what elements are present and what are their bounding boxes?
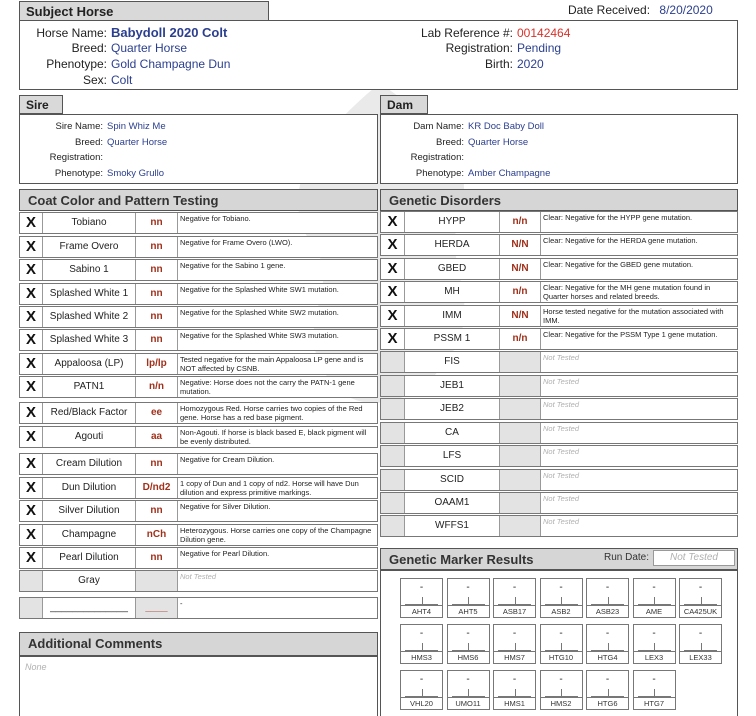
marker-allele-bar — [545, 643, 578, 651]
marker-name: UMO11 — [448, 697, 489, 709]
disorder-test-row — [380, 351, 738, 373]
marker-name: LEX3 — [634, 651, 675, 663]
test-result: ____ — [136, 598, 178, 618]
test-description: Not Tested — [543, 377, 579, 386]
comments-text: None — [25, 662, 47, 672]
marker-allele-bar — [498, 643, 531, 651]
test-name: OAAM1 — [405, 493, 500, 513]
disorder-test-row — [380, 445, 738, 467]
test-mark: X — [381, 329, 405, 349]
marker-value: - — [652, 628, 656, 639]
dam-registration-label: Registration: — [410, 152, 464, 163]
marker-allele-bar — [545, 689, 578, 697]
test-description: Negative for the Splashed White SW3 mutation. — [180, 331, 339, 340]
marker-name: VHL20 — [401, 697, 442, 709]
test-name: Red/Black Factor — [43, 403, 136, 423]
marker-name: LEX33 — [680, 651, 721, 663]
test-mark: X — [20, 403, 43, 423]
marker-allele-bar — [405, 689, 438, 697]
coat-test-row — [19, 500, 378, 522]
test-name: WFFS1 — [405, 516, 500, 536]
marker-name: HTG10 — [541, 651, 582, 663]
run-date-value: Not Tested — [653, 550, 735, 566]
marker-value: - — [419, 628, 424, 639]
test-result — [500, 376, 541, 396]
test-result: n/n — [500, 212, 541, 232]
disorder-test-row — [380, 398, 738, 420]
test-result — [500, 446, 541, 466]
test-mark: X — [20, 330, 43, 350]
genetic-marker-cell — [400, 578, 443, 618]
genetic-marker-cell — [586, 578, 629, 618]
test-description: Not Tested — [543, 517, 579, 526]
marker-name: HMS3 — [401, 651, 442, 663]
disorder-test-row — [380, 211, 738, 233]
test-result: nn — [136, 213, 178, 233]
test-mark: X — [20, 454, 43, 474]
marker-allele-bar — [591, 689, 624, 697]
test-result: n/n — [500, 329, 541, 349]
test-description: Negative for Cream Dilution. — [180, 455, 275, 464]
marker-name: ASB17 — [494, 605, 535, 617]
genetic-marker-cell — [447, 670, 490, 710]
test-mark: X — [381, 259, 405, 279]
test-description: Homozygous Red. Horse carries two copies of the Red gene. Horse has a red base pigment. — [180, 404, 363, 422]
marker-allele-bar — [498, 597, 531, 605]
horse-name-value: Babydoll 2020 Colt — [111, 25, 228, 40]
lab-reference-value: 00142464 — [517, 26, 571, 40]
marker-value: - — [512, 582, 517, 593]
phenotype-label: Phenotype: — [46, 57, 107, 71]
genetic-marker-cell — [586, 624, 629, 664]
test-description: 1 copy of Dun and 1 copy of nd2. Horse will have Dun dilution and express primitive markings. — [180, 479, 359, 497]
registration-label: Registration: — [445, 41, 513, 55]
test-name: Tobiano — [43, 213, 136, 233]
test-mark — [381, 376, 405, 396]
marker-allele-bar — [405, 597, 438, 605]
test-result: lp/lp — [136, 354, 178, 374]
test-description: Clear: Negative for the GBED gene mutation. — [543, 260, 694, 269]
test-name: HYPP — [405, 212, 500, 232]
marker-allele-bar — [591, 597, 624, 605]
test-description: Horse tested negative for the mutation associated with IMM. — [543, 307, 724, 325]
test-mark: X — [381, 282, 405, 302]
test-mark: X — [20, 284, 43, 304]
marker-name: HMS2 — [541, 697, 582, 709]
marker-value: - — [512, 628, 517, 639]
test-description: Heterozygous. Horse carries one copy of the Champagne Dilution gene. — [180, 526, 372, 544]
test-name: Frame Overo — [43, 237, 136, 257]
genetic-marker-cell — [540, 624, 583, 664]
comments-header — [19, 632, 378, 656]
test-result: nn — [136, 548, 178, 568]
sire-tab — [19, 95, 63, 114]
disorder-test-row — [380, 281, 738, 303]
coat-color-title: Coat Color and Pattern Testing — [28, 193, 219, 208]
dam-tab — [380, 95, 428, 114]
test-name: JEB1 — [405, 376, 500, 396]
test-name: Appaloosa (LP) — [43, 354, 136, 374]
date-received-value: 8/20/2020 — [659, 3, 713, 17]
genetic-marker-cell — [633, 578, 676, 618]
marker-value: - — [559, 628, 563, 639]
test-result: nn — [136, 260, 178, 280]
comments-panel — [19, 656, 378, 716]
test-result: N/N — [500, 306, 541, 326]
test-description: Not Tested — [180, 572, 216, 581]
dam-phenotype-label: Phenotype: — [415, 168, 464, 179]
test-name: Silver Dilution — [43, 501, 136, 521]
test-mark: X — [20, 501, 43, 521]
coat-test-row — [19, 212, 378, 234]
test-mark — [381, 516, 405, 536]
test-description: - — [180, 599, 183, 608]
coat-test-row — [19, 329, 378, 351]
genetic-marker-cell — [540, 578, 583, 618]
test-mark — [381, 470, 405, 490]
coat-test-row — [19, 402, 378, 424]
dam-phenotype-value: Amber Champagne — [468, 168, 551, 179]
test-name: Champagne — [43, 525, 136, 545]
genetic-marker-cell — [400, 670, 443, 710]
test-mark: X — [20, 478, 43, 498]
coat-test-row — [19, 426, 378, 448]
dam-tab-label: Dam — [387, 98, 414, 112]
marker-value: - — [652, 674, 656, 685]
marker-allele-bar — [452, 597, 485, 605]
disorder-test-row — [380, 469, 738, 491]
test-result: nn — [136, 501, 178, 521]
subject-title: Subject Horse — [26, 4, 114, 19]
genetic-marker-cell — [679, 578, 722, 618]
coat-test-row — [19, 453, 378, 475]
date-received-label: Date Received: — [568, 3, 651, 17]
disorder-test-row — [380, 305, 738, 327]
test-result — [500, 470, 541, 490]
sex-value: Colt — [111, 73, 133, 87]
test-result: N/N — [500, 235, 541, 255]
test-description: Negative for the Splashed White SW1 mutation. — [180, 285, 339, 294]
coat-test-row — [19, 597, 378, 619]
sire-name-label: Sire Name: — [55, 121, 103, 132]
test-description: Not Tested — [543, 400, 579, 409]
test-name: GBED — [405, 259, 500, 279]
marker-value: - — [419, 674, 424, 685]
sire-breed-value: Quarter Horse — [107, 137, 168, 148]
dam-breed-value: Quarter Horse — [468, 137, 529, 148]
sire-breed-label: Breed: — [75, 137, 103, 148]
registration-value: Pending — [517, 41, 562, 55]
genetic-disorders-title: Genetic Disorders — [389, 193, 501, 208]
test-description: Not Tested — [543, 353, 579, 362]
comments-title: Additional Comments — [28, 636, 163, 651]
marker-allele-bar — [545, 597, 578, 605]
test-mark — [381, 446, 405, 466]
test-description: Non-Agouti. If horse is black based E, black pigment will be evenly distributed. — [180, 428, 367, 446]
marker-allele-bar — [638, 643, 671, 651]
genetic-marker-cell — [586, 670, 629, 710]
coat-test-row — [19, 236, 378, 258]
disorder-test-row — [380, 492, 738, 514]
marker-value: - — [698, 582, 703, 593]
genetic-marker-cell — [447, 578, 490, 618]
marker-allele-bar — [452, 643, 485, 651]
marker-name: ASB23 — [587, 605, 628, 617]
test-name: JEB2 — [405, 399, 500, 419]
test-description: Negative for the Splashed White SW2 mutation. — [180, 308, 339, 317]
test-description: Negative for Frame Overo (LWO). — [180, 238, 293, 247]
test-name: MH — [405, 282, 500, 302]
disorder-test-row — [380, 258, 738, 280]
sex-label: Sex: — [82, 73, 107, 87]
test-mark — [381, 423, 405, 443]
genetic-markers-title: Genetic Marker Results — [389, 552, 534, 567]
test-result: D/nd2 — [136, 478, 178, 498]
run-date-label: Run Date: — [604, 552, 650, 563]
test-name: Sabino 1 — [43, 260, 136, 280]
test-description: Clear: Negative for the HERDA gene mutation. — [543, 236, 698, 245]
marker-value: - — [466, 628, 470, 639]
subject-horse-tab — [19, 1, 269, 21]
dam-name-value: KR Doc Baby Doll — [468, 121, 545, 132]
marker-name: AHT4 — [401, 605, 442, 617]
test-mark — [381, 493, 405, 513]
marker-name: HMS7 — [494, 651, 535, 663]
sire-phenotype-label: Phenotype: — [54, 168, 103, 179]
test-mark — [20, 598, 43, 618]
marker-value: - — [512, 674, 517, 685]
marker-allele-bar — [638, 597, 671, 605]
marker-name: AME — [634, 605, 675, 617]
marker-value: - — [559, 582, 563, 593]
test-result: aa — [136, 427, 178, 447]
marker-value: - — [419, 582, 424, 593]
dam-breed-label: Breed: — [436, 137, 464, 148]
test-result — [500, 399, 541, 419]
test-description: Clear: Negative for the HYPP gene mutation. — [543, 213, 693, 222]
test-result: nn — [136, 307, 178, 327]
test-result — [136, 571, 178, 591]
test-name: Cream Dilution — [43, 454, 136, 474]
test-description: Negative for Tobiano. — [180, 214, 251, 223]
genetic-marker-cell — [447, 624, 490, 664]
genetic-marker-cell — [400, 624, 443, 664]
birth-value: 2020 — [517, 57, 544, 71]
test-description: Clear: Negative for the PSSM Type 1 gene mutation. — [543, 330, 718, 339]
coat-test-row — [19, 283, 378, 305]
marker-name: HTG7 — [634, 697, 675, 709]
test-description: Negative: Horse does not the carry the PATN-1 gene mutation. — [180, 378, 355, 396]
sire-registration-label: Registration: — [49, 152, 103, 163]
coat-test-row — [19, 306, 378, 328]
test-name: Splashed White 2 — [43, 307, 136, 327]
coat-test-row — [19, 259, 378, 281]
test-result: nn — [136, 237, 178, 257]
test-mark — [381, 399, 405, 419]
test-description: Negative for Silver Dilution. — [180, 502, 271, 511]
marker-allele-bar — [684, 597, 717, 605]
test-mark: X — [20, 237, 43, 257]
marker-allele-bar — [591, 643, 624, 651]
marker-allele-bar — [452, 689, 485, 697]
marker-value: - — [605, 674, 610, 685]
test-mark: X — [20, 377, 43, 397]
marker-name: HTG6 — [587, 697, 628, 709]
test-description: Not Tested — [543, 447, 579, 456]
genetic-marker-cell — [633, 670, 676, 710]
test-result: ee — [136, 403, 178, 423]
test-mark: X — [20, 354, 43, 374]
sire-tab-label: Sire — [26, 98, 49, 112]
test-result: n/n — [500, 282, 541, 302]
test-mark — [20, 571, 43, 591]
marker-name: HTG4 — [587, 651, 628, 663]
marker-value: - — [652, 582, 656, 593]
test-mark: X — [20, 307, 43, 327]
disorder-test-row — [380, 375, 738, 397]
test-name: Splashed White 1 — [43, 284, 136, 304]
marker-allele-bar — [684, 643, 717, 651]
genetic-marker-cell — [540, 670, 583, 710]
breed-value: Quarter Horse — [111, 41, 188, 55]
test-description: Not Tested — [543, 494, 579, 503]
birth-label: Birth: — [484, 57, 513, 71]
marker-value: - — [466, 582, 470, 593]
marker-value: - — [466, 674, 470, 685]
test-name: ______________ — [43, 598, 136, 618]
test-name: CA — [405, 423, 500, 443]
breed-label: Breed: — [71, 41, 107, 55]
test-description: Negative for the Sabino 1 gene. — [180, 261, 286, 270]
test-name: IMM — [405, 306, 500, 326]
disorder-test-row — [380, 234, 738, 256]
phenotype-value: Gold Champagne Dun — [111, 57, 231, 71]
test-result — [500, 516, 541, 536]
test-mark: X — [20, 427, 43, 447]
test-result: n/n — [136, 377, 178, 397]
coat-test-row — [19, 570, 378, 592]
test-mark: X — [20, 525, 43, 545]
test-result: nn — [136, 330, 178, 350]
disorder-test-row — [380, 515, 738, 537]
test-mark: X — [381, 306, 405, 326]
marker-name: CA425UK — [680, 605, 721, 617]
test-result — [500, 423, 541, 443]
marker-value: - — [698, 628, 703, 639]
test-result: nn — [136, 284, 178, 304]
disorder-test-row — [380, 328, 738, 350]
genetic-marker-cell — [633, 624, 676, 664]
test-name: HERDA — [405, 235, 500, 255]
genetic-marker-cell — [493, 578, 536, 618]
genetic-marker-cell — [679, 624, 722, 664]
test-description: Clear: Negative for the MH gene mutation found in Quarter horses and related breeds. — [543, 283, 711, 301]
genetic-marker-cell — [493, 624, 536, 664]
marker-value: - — [605, 582, 610, 593]
coat-color-header — [19, 189, 378, 211]
test-mark: X — [381, 212, 405, 232]
test-name: PATN1 — [43, 377, 136, 397]
test-name: FIS — [405, 352, 500, 372]
test-result — [500, 493, 541, 513]
marker-allele-bar — [405, 643, 438, 651]
marker-value: - — [559, 674, 563, 685]
test-name: PSSM 1 — [405, 329, 500, 349]
test-name: LFS — [405, 446, 500, 466]
marker-name: HMS1 — [494, 697, 535, 709]
test-result: nCh — [136, 525, 178, 545]
test-name: Agouti — [43, 427, 136, 447]
marker-allele-bar — [498, 689, 531, 697]
test-mark: X — [20, 213, 43, 233]
test-mark: X — [381, 235, 405, 255]
test-result: nn — [136, 454, 178, 474]
test-description: Tested negative for the main Appaloosa LP gene and is NOT affected by CSNB. — [180, 355, 364, 373]
coat-test-row — [19, 524, 378, 546]
disorder-test-row — [380, 422, 738, 444]
marker-name: ASB2 — [541, 605, 582, 617]
marker-name: AHT5 — [448, 605, 489, 617]
marker-value: - — [605, 628, 610, 639]
test-mark: X — [20, 548, 43, 568]
test-result: N/N — [500, 259, 541, 279]
genetic-marker-cell — [493, 670, 536, 710]
test-description: Negative for Pearl Dilution. — [180, 549, 270, 558]
test-description: Not Tested — [543, 471, 579, 480]
test-mark — [381, 352, 405, 372]
dam-name-label: Dam Name: — [413, 121, 464, 132]
test-name: Pearl Dilution — [43, 548, 136, 568]
test-mark: X — [20, 260, 43, 280]
horse-name-label: Horse Name: — [36, 26, 107, 40]
genetic-disorders-header — [380, 189, 738, 211]
marker-name: HMS6 — [448, 651, 489, 663]
test-name: Gray — [43, 571, 136, 591]
coat-test-row — [19, 376, 378, 398]
marker-allele-bar — [638, 689, 671, 697]
test-result — [500, 352, 541, 372]
test-description: Not Tested — [543, 424, 579, 433]
test-name: Dun Dilution — [43, 478, 136, 498]
lab-reference-label: Lab Reference #: — [420, 26, 513, 40]
sire-phenotype-value: Smoky Grullo — [107, 168, 165, 179]
coat-test-row — [19, 477, 378, 499]
sire-name-value: Spin Whiz Me — [107, 121, 166, 132]
test-name: SCID — [405, 470, 500, 490]
coat-test-row — [19, 547, 378, 569]
date-received — [568, 3, 713, 17]
coat-test-row — [19, 353, 378, 375]
test-name: Splashed White 3 — [43, 330, 136, 350]
